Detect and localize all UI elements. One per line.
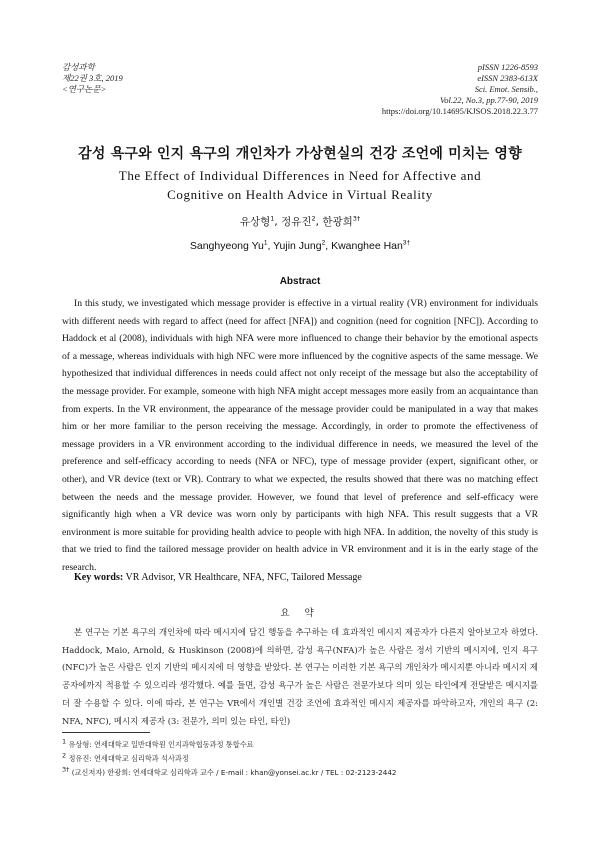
author-name: 정유진 [281,216,312,228]
journal-header-left [62,62,123,95]
author-affiliation-mark: 1 [263,239,268,247]
pissn: pISSN 1226-8593 [477,62,538,72]
authors-english: Sanghyeong Yu$^1$, Yujin Jung$^2$, Kwanghee Han$^{3\dagger}$ [189,239,411,252]
article-type: <연구논문> [62,84,107,94]
abstract-heading: Abstract [279,276,321,287]
keywords-list: VR Advisor, VR Healthcare, NFA, NFC, Tailored Message [125,572,362,583]
korean-abstract-heading: 요 약 [280,608,320,619]
footnote [62,766,396,780]
author-affiliation-mark: 2 [311,214,316,223]
author-affiliation-mark: 3† [352,214,361,223]
authors-korean: 유상형$^1$, 정유진$^2$, 한광희$^{3\dagger}$ [239,214,361,228]
title-korean: 감성 욕구와 인지 욕구의 개인차가 가상현실의 건강 조언에 미치는 영향 [78,146,522,162]
author-name: 유상형 [239,216,271,228]
author-name: Yujin Jung [273,240,322,252]
author-affiliation-mark: 2 [321,239,326,247]
author-name: 한광희 [322,216,353,228]
journal-header-right [382,62,538,117]
keywords [74,572,362,583]
author-name: Sanghyeong Yu [189,240,264,252]
title-english-line-2: Cognitive on Health Advice in Virtual Reality [167,187,433,202]
journal-name-ko: 감성과학 [62,62,95,72]
journal-abbrev: Sci. Emot. Sensib., [474,84,538,94]
footnote-text: 정유진: 연세대학교 심리학과 석사과정 [68,753,189,763]
footnote-mark: 2 [62,751,67,760]
doi-link[interactable]: https://doi.org/10.14695/KJSOS.2018.22.3.77 [381,106,538,116]
korean-abstract-text: 본 연구는 기본 욕구의 개인차에 따라 메시지에 담긴 행동을 추구하는 데 효과적인 메시지 제공자가 다른지 알아보고자 하였다. Haddock, Maio, Arnold, & Huskinson (2008)에 의하면, 감성 욕구(NFA)가 높은 사람은 정서 기반의 메시지에, 인지 욕구(NFC)가 높은 사람은 인지 기반의 메시지에 더 영향을 받았다. 본 연구는 이러한 기본 욕구의 개인차가 메시지뿐 아니라 메시지 제공자에까지 적용할 수 있으리라 생각했다. 예를 들면, 감성 욕구가 높은 사람은 전문가보다 의미 있는 타인에게 전달받은 메시지를 더 잘 수용할 수 있다. 이에 따라, 본 연구는 VR에서 개인별 건강 조언에 효과적인 메시지 제공자를 파악하고자, 개인의 욕구 (2: NFA, NFC), 메시지 제공자 (3: 전문가, 의미 있는 타인, 타인) [62,627,538,726]
footnote-mark: 1 [62,737,67,746]
footnote-text: (교신저자) 한광희: 연세대학교 심리학과 교수 / E-mail : khan@yonsei.ac.kr / TEL : 02-2123-2442 [71,767,397,777]
author-affiliation-mark: 3† [402,239,411,247]
author-affiliation-mark: 1 [270,214,275,223]
footnotes [62,738,396,779]
author-name: Kwanghee Han [331,240,403,252]
footnote-mark: 3† [62,765,70,774]
title-english [0,166,600,204]
volume-pages: Vol.22, No.3, pp.77-90, 2019 [440,95,538,105]
title-english-line-1: The Effect of Individual Differences in Need for Affective and [118,168,482,183]
footnote [62,738,396,752]
footnote-text: 유상형: 연세대학교 일반대학원 인지과학협동과정 통합수료 [68,740,254,749]
footnote-divider [62,732,150,733]
journal-volume-ko: 제22권 3호, 2019 [62,73,123,83]
footnote [62,752,396,766]
keywords-label: Key words: [74,572,124,583]
eissn: eISSN 2383-613X [477,73,538,83]
abstract-text: In this study, we investigated which message provider is effective in a virtual reality (VR) environment for individuals with different needs with regard to affect (need for affect [NFA]) and cognition (need for cognition [NFC]). According to Haddock et al (2008), individuals with high NFA were more influenced to change their behavior by the emotional aspects of a message, whereas individuals with high NFC were more influenced by the cognitive aspects of the same message. We hypothesized that individual differences in needs could affect not only receipt of the message but also the acceptability of the message provider. For example, someone with high NFA might accept messages more easily from an acquaintance than from experts. In the VR environment, the appearance of the message provider could be manipulated in a way that makes him or her more familiar to the person receiving the message. Accordingly, in order to promote the effectiveness of message providers in a VR environment according to the individual difference in needs, we measured the level of the preference and self-efficacy according to needs (NFA or NFC), type of message provider (expert, significant other, or other), and VR device (text or VR). Contrary to what we expected, the results showed that there was no matching effect between the needs and the message provider. However, we found that level of preference and self-efficacy were significantly high when a VR device was worn only by participants with high NFA. This result suggests that a VR environment is more suitable for providing health advice to people with high NFA. In addition, the novelty of this study is that we tried to find the tailored message provider on health advice in VR environment and it is in the early stage of the research. [62,298,538,573]
